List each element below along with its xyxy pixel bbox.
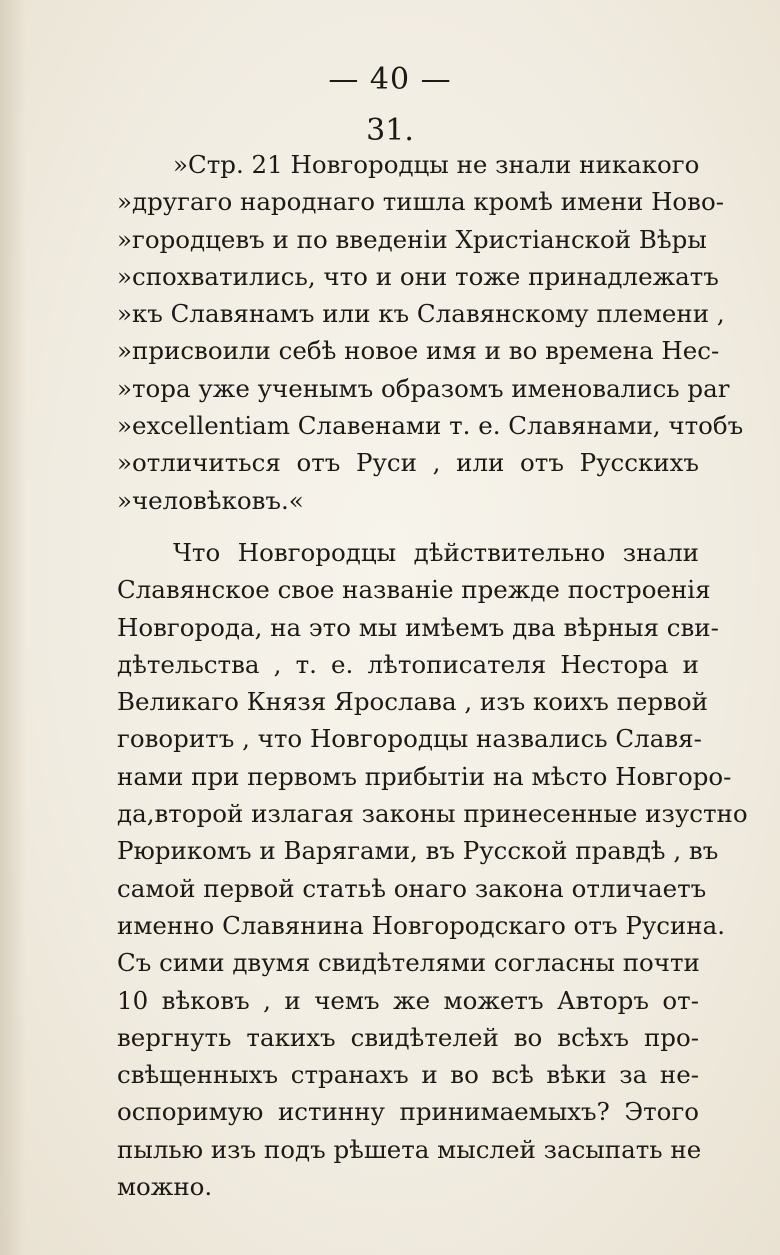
body-line: Новгорода, на это мы имѣемъ два вѣрныя сви- (117, 612, 719, 642)
quote-line: »человѣковъ.« (117, 485, 304, 515)
body-line: можно. (117, 1172, 213, 1202)
quote-line: »Стр. 21 Новгородцы не знали никакого (173, 150, 700, 179)
quote-line: »присвоили себѣ новое имя и во времена Нес- (117, 336, 720, 366)
quote-line: »спохватились, что и они тоже принадлежатъ (117, 261, 719, 291)
quote-line: »тора уже ученымъ образомъ именовались par (117, 373, 730, 403)
body-line: самой первой статьѣ онаго закона отличаетъ (117, 873, 707, 903)
body-line: нами при первомъ прибытіи на мѣсто Новгоро- (117, 761, 732, 791)
body-line: говоритъ , что Новгородцы назвались Славя- (117, 724, 702, 754)
body-line: вергнуть такихъ свидѣтелей во всѣхъ про- (117, 1022, 699, 1052)
body-line: оспоримую истинну принимаемыхъ? Этого (117, 1097, 699, 1127)
paragraph-gap (117, 519, 699, 534)
body-line: 10 вѣковъ , и чемъ же можетъ Авторъ от- (117, 985, 699, 1015)
text-block (117, 146, 748, 1205)
body-paragraph (117, 534, 748, 1205)
quote-line: »другаго народнаго тишла кромѣ имени Ново- (117, 187, 725, 217)
body-line: Что Новгородцы дѣйствительно знали (173, 537, 699, 567)
page-gutter-shadow (0, 0, 26, 1255)
quote-line: »отличиться отъ Руси , или отъ Русскихъ (117, 448, 699, 478)
quoted-passage (117, 146, 744, 519)
body-line: пылью изъ подъ рѣшета мыслей засыпать не (117, 1134, 702, 1164)
body-line: дѣтельства , т. е. лѣтописателя Нестора и (117, 649, 699, 679)
body-line: свѣщенныхъ странахъ и во всѣ вѣки за не- (117, 1060, 699, 1090)
body-line: да,второй излагая законы принесенные изустно (117, 799, 748, 829)
page-number: — 40 — (328, 62, 452, 97)
quote-line: »excellentiam Славенами т. е. Славянами, чтобъ (117, 411, 744, 441)
body-line: Великаго Князя Ярослава , изъ коихъ первой (117, 687, 708, 717)
quote-line: »городцевъ и по введеніи Христіанской Вѣры (117, 224, 707, 254)
body-line: Славянское свое названіе прежде построенія (117, 575, 711, 605)
note-number: 31. (366, 113, 414, 148)
quote-line: »къ Славянамъ или къ Славянскому племени , (117, 299, 725, 329)
body-line: Рюрикомъ и Варягами, въ Русской правдѣ , въ (117, 836, 719, 866)
body-line: именно Славянина Новгородскаго отъ Русина. (117, 910, 726, 940)
body-line: Съ сими двумя свидѣтелями согласны почти (117, 948, 700, 978)
